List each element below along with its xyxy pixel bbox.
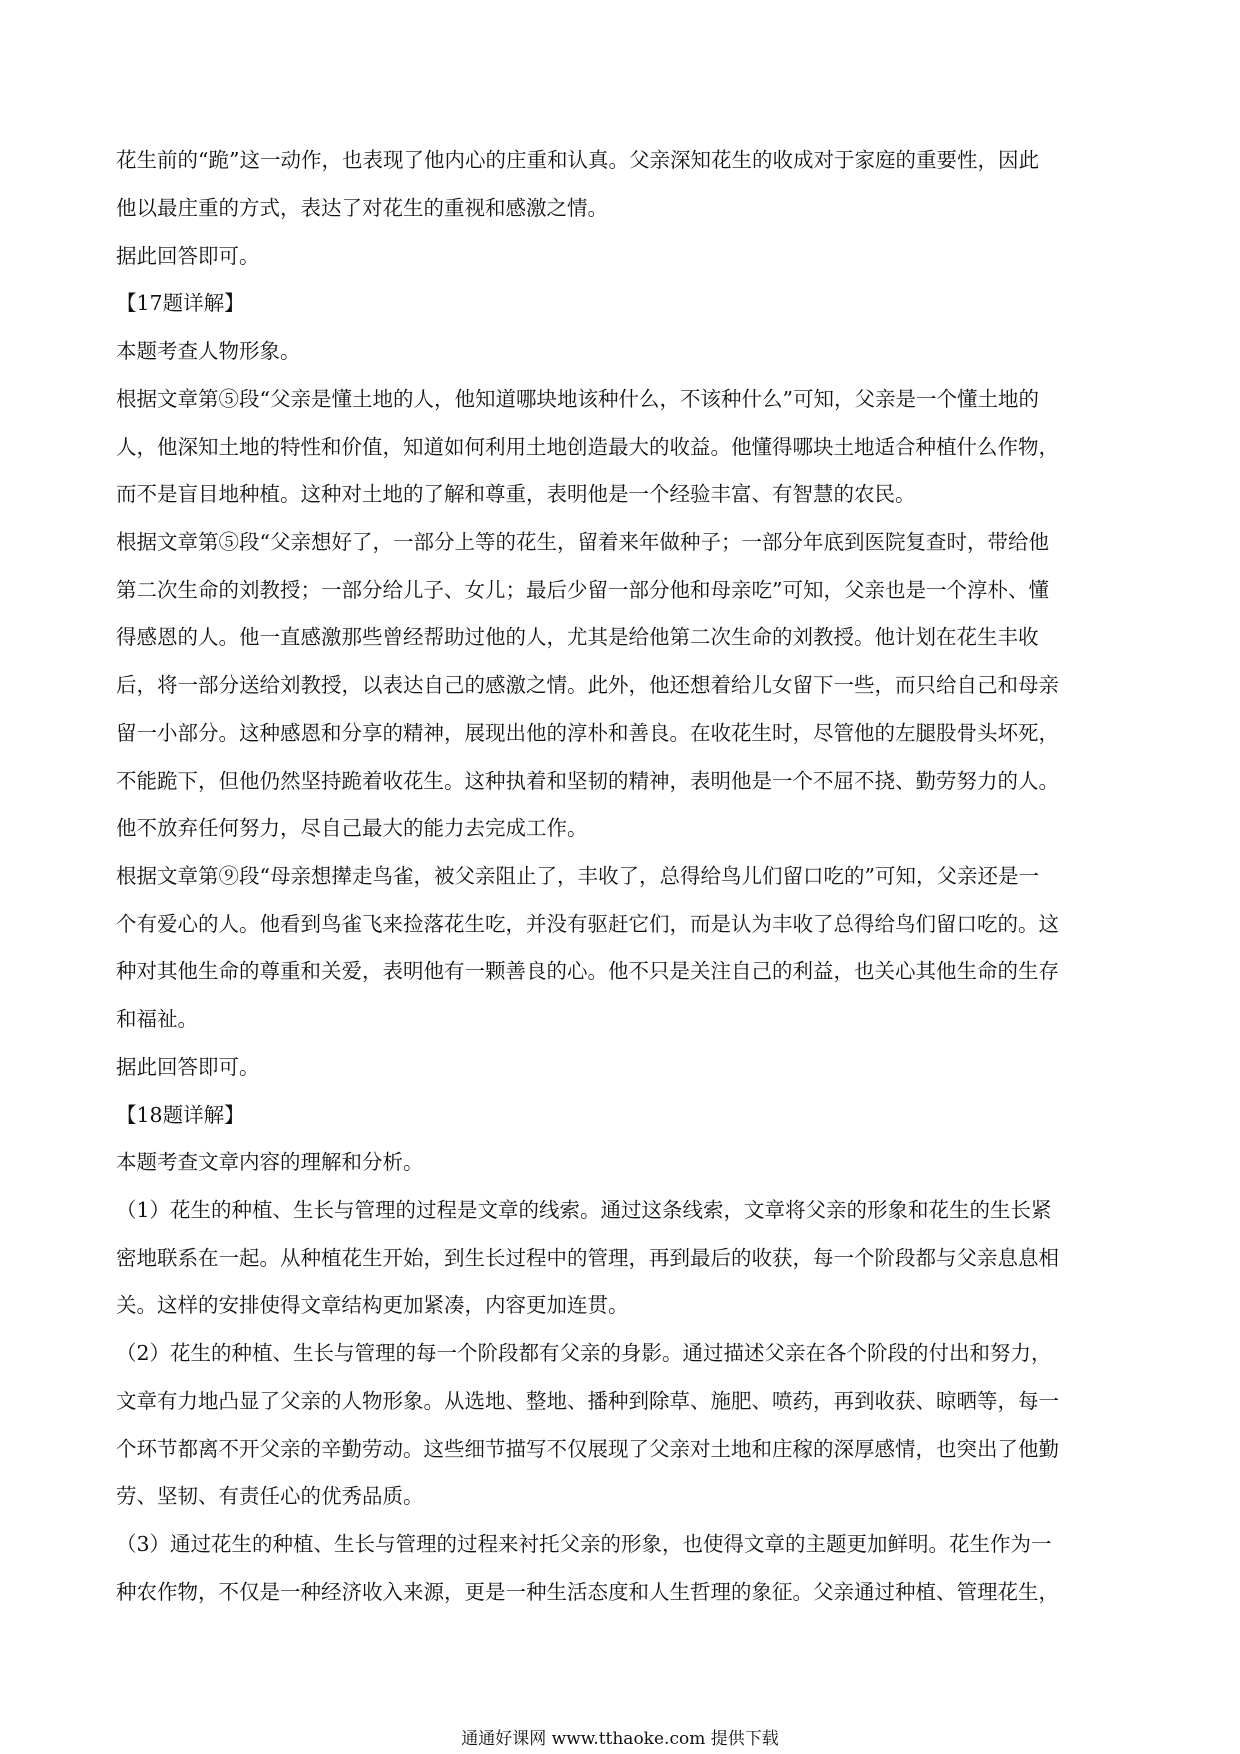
text-line: 据此回答即可。 (116, 244, 260, 268)
text-line: 文章有力地凸显了父亲的人物形象。从选地、整地、播种到除草、施肥、喷药，再到收获、晾晒等，每一 (116, 1389, 1059, 1413)
text-line: 他不放弃任何努力，尽自己最大的能力去完成工作。 (116, 816, 588, 840)
text-line: 而不是盲目地种植。这种对土地的了解和尊重，表明他是一个经验丰富、有智慧的农民。 (116, 482, 916, 506)
text-line: 不能跪下，但他仍然坚持跪着收花生。这种执着和坚韧的精神，表明他是一个不屈不挠、勤劳努力的人。 (116, 769, 1059, 793)
text-line: 留一小部分。这种感恩和分享的精神，展现出他的淳朴和善良。在收花生时，尽管他的左腿股骨头坏死， (116, 721, 1059, 745)
text-line: 根据文章第⑤段“父亲是懂土地的人，他知道哪块地该种什么，不该种什么”可知，父亲是一个懂土地的 (116, 387, 1039, 411)
text-line: 据此回答即可。 (116, 1055, 260, 1079)
text-line: 和福祉。 (116, 1007, 198, 1031)
text-line: 他以最庄重的方式，表达了对花生的重视和感激之情。 (116, 196, 608, 220)
text-line: 关。这样的安排使得文章结构更加紧凑，内容更加连贯。 (116, 1293, 629, 1317)
text-line: 人，他深知土地的特性和价值，知道如何利用土地创造最大的收益。他懂得哪块土地适合种植什么作物， (116, 435, 1059, 459)
text-line: 花生前的“跪”这一动作，也表现了他内心的庄重和认真。父亲深知花生的收成对于家庭的重要性，因此 (116, 148, 1039, 172)
text-line: 本题考查文章内容的理解和分析。 (116, 1150, 424, 1174)
page-footer: 通通好课网 www.tthaoke.com 提供下载 (461, 1729, 779, 1749)
text-line: 种农作物，不仅是一种经济收入来源，更是一种生活态度和人生哲理的象征。父亲通过种植、管理花生， (116, 1580, 1059, 1604)
text-line: （1）花生的种植、生长与管理的过程是文章的线索。通过这条线索，文章将父亲的形象和花生的生长紧 (116, 1198, 1052, 1222)
text-line: （2）花生的种植、生长与管理的每一个阶段都有父亲的身影。通过描述父亲在各个阶段的付出和努力， (116, 1341, 1052, 1365)
text-line: 根据文章第⑨段“母亲想撵走鸟雀，被父亲阻止了，丰收了，总得给鸟儿们留口吃的”可知，父亲还是一 (116, 864, 1039, 888)
text-line: 密地联系在一起。从种植花生开始，到生长过程中的管理，再到最后的收获，每一个阶段都与父亲息息相 (116, 1246, 1059, 1270)
text-line: 个有爱心的人。他看到鸟雀飞来捡落花生吃，并没有驱赶它们，而是认为丰收了总得给鸟们留口吃的。这 (116, 912, 1059, 936)
text-line: 后，将一部分送给刘教授，以表达自己的感激之情。此外，他还想着给儿女留下一些，而只给自己和母亲 (116, 673, 1059, 697)
text-line: 个环节都离不开父亲的辛勤劳动。这些细节描写不仅展现了父亲对土地和庄稼的深厚感情，也突出了他勤 (116, 1437, 1059, 1461)
text-line: 劳、坚韧、有责任心的优秀品质。 (116, 1484, 424, 1508)
text-line: 得感恩的人。他一直感激那些曾经帮助过他的人，尤其是给他第二次生命的刘教授。他计划在花生丰收 (116, 625, 1039, 649)
question-heading-18: 【18题详解】 (116, 1103, 245, 1127)
text-line: 种对其他生命的尊重和关爱，表明他有一颗善良的心。他不只是关注自己的利益，也关心其他生命的生存 (116, 959, 1059, 983)
text-line: 第二次生命的刘教授；一部分给儿子、女儿；最后少留一部分他和母亲吃”可知，父亲也是一个淳朴、懂 (116, 578, 1049, 602)
text-line: 本题考查人物形象。 (116, 339, 301, 363)
text-line: （3）通过花生的种植、生长与管理的过程来衬托父亲的形象，也使得文章的主题更加鲜明。花生作为一 (116, 1532, 1052, 1556)
text-line: 根据文章第⑤段“父亲想好了，一部分上等的花生，留着来年做种子；一部分年底到医院复查时，带给他 (116, 530, 1049, 554)
question-heading-17: 【17题详解】 (116, 291, 245, 315)
